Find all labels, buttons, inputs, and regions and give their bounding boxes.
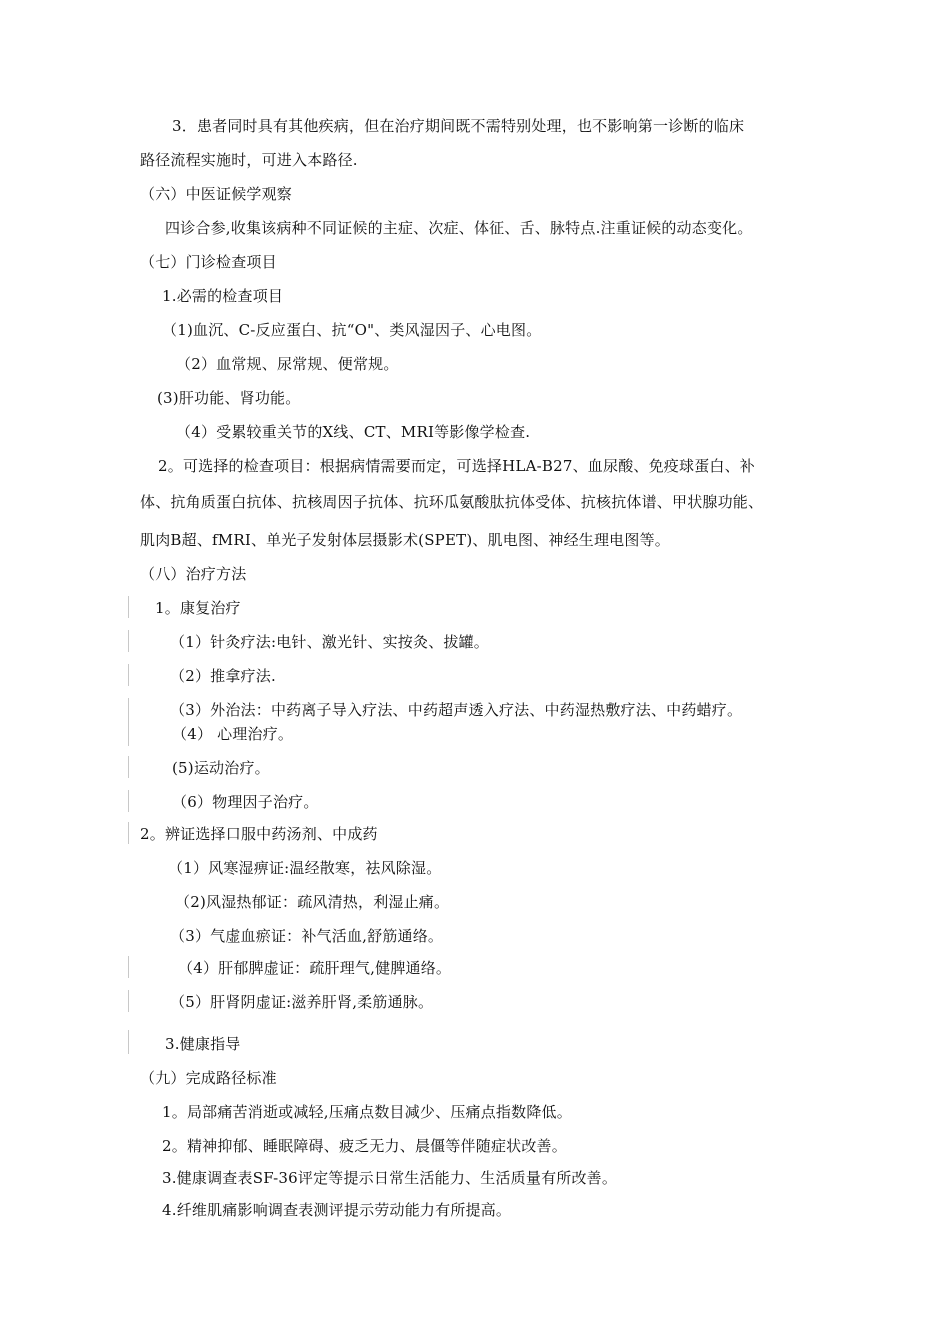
list-item: 4.纤维肌痛影响调查表测评提示劳动能力有所提高。 (162, 1201, 512, 1219)
list-item: （1）针灸疗法:电针、激光针、实按灸、拔罐。 (170, 633, 489, 651)
section-heading: （六）中医证候学观察 (140, 185, 293, 203)
list-item: （2)风湿热郁证：疏风清热，利湿止痛。 (175, 893, 450, 911)
list-item: (5)运动治疗。 (172, 759, 270, 777)
paragraph-line: 体、抗角质蛋白抗体、抗核周因子抗体、抗环瓜氨酸肽抗体受体、抗核抗体谱、甲状腺功能、 (140, 493, 764, 511)
paragraph-line: 四诊合参,收集该病种不同证候的主症、次症、体征、舌、脉特点.注重证候的动态变化。 (165, 219, 753, 237)
list-item: （5）肝肾阴虚证:滋养肝肾,柔筋通脉。 (170, 993, 434, 1011)
section-heading: （七）门诊检查项目 (140, 253, 277, 271)
revision-bar (128, 664, 129, 686)
revision-bar (128, 1030, 129, 1054)
list-item: （1）风寒湿痹证:温经散寒，祛风除湿。 (168, 859, 442, 877)
revision-bar (128, 790, 129, 812)
list-item: 2。精神抑郁、睡眠障碍、疲乏无力、晨僵等伴随症状改善。 (162, 1137, 567, 1155)
subsection-heading: 2。辨证选择口服中药汤剂、中成药 (140, 825, 378, 843)
list-item: 1。局部痛苦消逝或减轻,压痛点数目减少、压痛点指数降低。 (162, 1103, 572, 1121)
revision-bar (128, 756, 129, 778)
paragraph-line: 路径流程实施时，可进入本路径. (140, 151, 358, 169)
list-item: （6）物理因子治疗。 (172, 793, 319, 811)
revision-bar (128, 822, 129, 844)
list-item: （1)血沉、C-反应蛋白、抗“O"、类风湿因子、心电图。 (162, 321, 542, 339)
revision-bar (128, 990, 129, 1012)
paragraph-line: 肌肉B超、fMRI、单光子发射体层摄影术(SPET)、肌电图、神经生理电图等。 (140, 531, 670, 549)
list-item: 3.健康调查表SF-36评定等提示日常生活能力、生活质量有所改善。 (162, 1169, 618, 1187)
subsection-heading: 1.必需的检查项目 (162, 287, 284, 305)
revision-bar (128, 630, 129, 652)
list-item: （4）受累较重关节的X线、CT、MRI等影像学检查. (176, 423, 531, 441)
revision-bar (128, 956, 129, 978)
paragraph-line: 3．患者同时具有其他疾病，但在治疗期间既不需特别处理，也不影响第一诊断的临床 (172, 117, 745, 135)
list-item: （3）气虚血瘀证：补气活血,舒筋通络。 (170, 927, 444, 945)
list-item: （4）肝郁脾虚证：疏肝理气,健脾通络。 (178, 959, 452, 977)
paragraph-line: 2。可选择的检查项目：根据病情需要而定，可选择HLA-B27、血尿酸、免疫球蛋白、补 (158, 457, 755, 475)
list-item: （2）推拿疗法. (170, 667, 276, 685)
section-heading: （八）治疗方法 (140, 565, 247, 583)
list-item: (3)肝功能、肾功能。 (157, 389, 301, 407)
section-heading: （九）完成路径标准 (140, 1069, 277, 1087)
subsection-heading: 1。康复治疗 (155, 599, 241, 617)
revision-bar (128, 596, 129, 618)
list-item: （4） 心理治疗。 (172, 725, 294, 743)
subsection-heading: 3.健康指导 (165, 1035, 241, 1053)
list-item: （3）外治法：中药离子导入疗法、中药超声透入疗法、中药湿热敷疗法、中药蜡疗。 (170, 701, 743, 719)
revision-bar (128, 698, 129, 746)
list-item: （2）血常规、尿常规、便常规。 (176, 355, 399, 373)
